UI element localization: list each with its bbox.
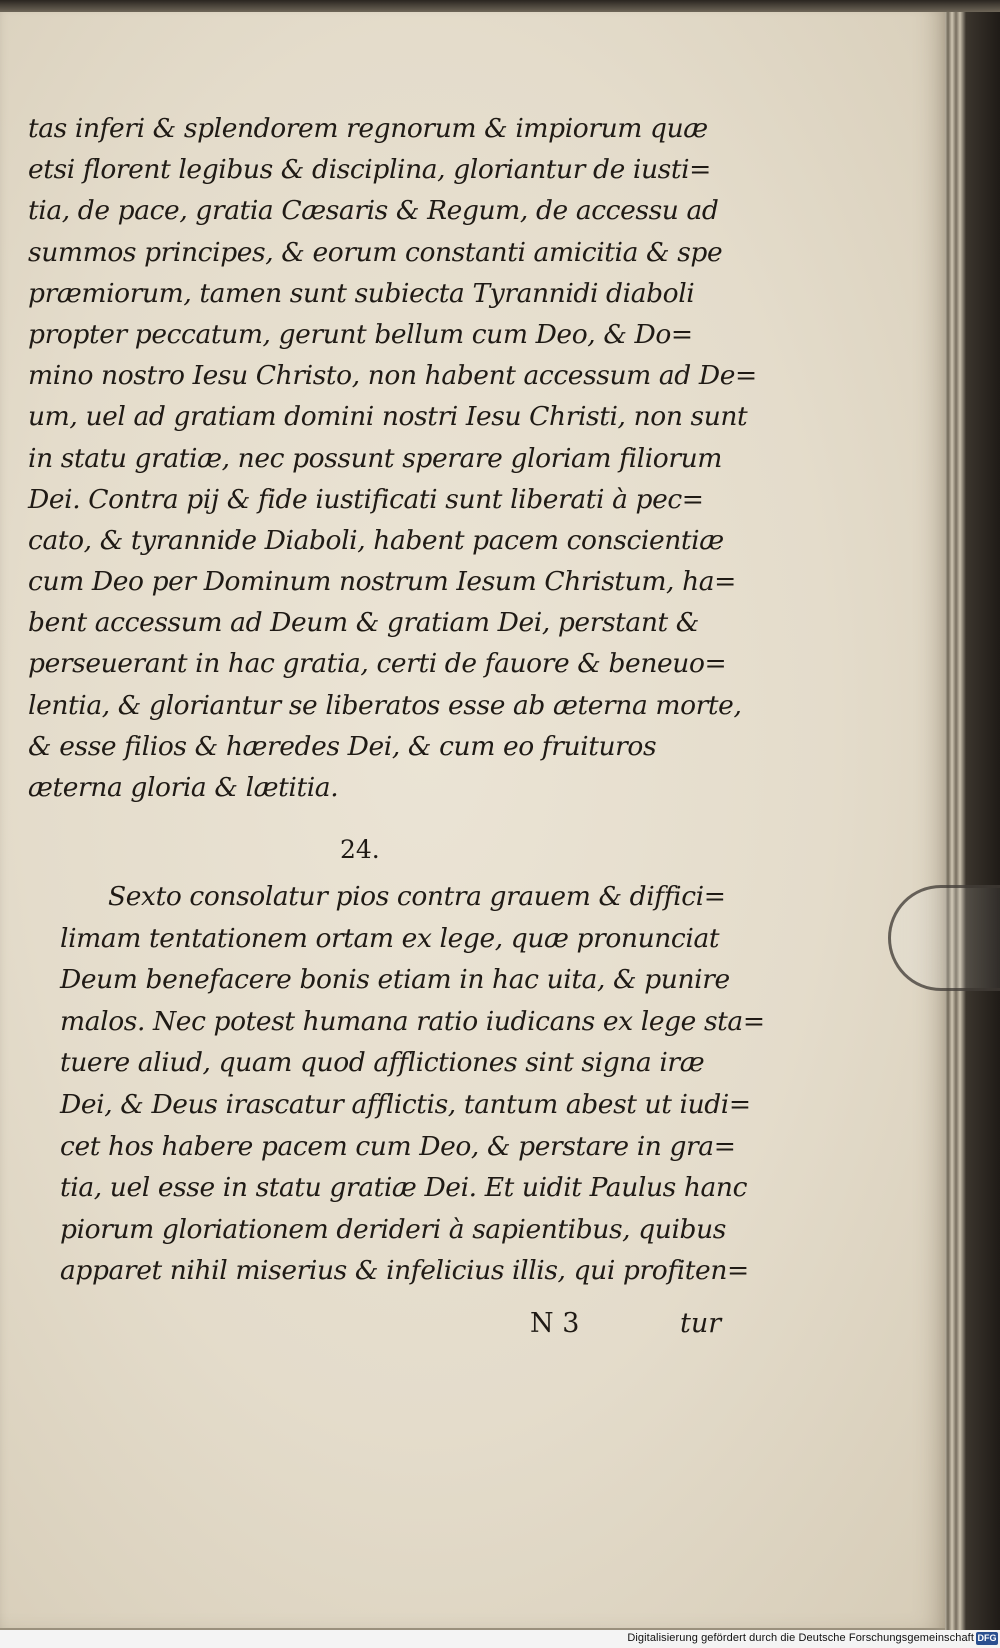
signature-mark: N 3: [530, 1308, 580, 1339]
dfg-logo-icon: DFG: [977, 1633, 997, 1643]
text-line: cet hos habere pacem cum Deo, & perstare in gra=: [60, 1130, 736, 1162]
text-block-upper: [28, 108, 757, 808]
text-line: tia, uel esse in statu gratiæ Dei. Et uidit Paulus hanc: [60, 1172, 748, 1204]
text-line: cum Deo per Dominum nostrum Iesum Christum, ha=: [28, 566, 736, 598]
text-line: Dei, & Deus irascatur afflictis, tantum abest ut iudi=: [60, 1088, 751, 1120]
text-line: præmiorum, tamen sunt subiecta Tyrannidi diaboli: [28, 277, 695, 309]
text-line: Dei. Contra pij & fide iustificati sunt liberati à pec=: [28, 483, 704, 515]
text-line: æterna gloria & lætitia.: [28, 772, 339, 803]
footer-credit: Digitalisierung gefördert durch die Deutsche Forschungsgemeinschaft: [627, 1632, 974, 1644]
text-line: apparet nihil miserius & infelicius illis, qui profiten=: [60, 1255, 749, 1287]
text-line: lentia, & gloriantur se liberatos esse ab æterna morte,: [28, 689, 742, 721]
text-line: Sexto consolatur pios contra grauem & diffici=: [108, 881, 726, 912]
text-line: um, uel ad gratiam domini nostri Iesu Christi, non sunt: [28, 401, 748, 433]
text-line: piorum gloriationem derideri à sapientibus, quibus: [60, 1213, 726, 1245]
text-line: mino nostro Iesu Christo, non habent accessum ad De=: [28, 360, 757, 392]
text-line: perseuerant in hac gratia, certi de fauore & beneuo=: [28, 648, 727, 680]
page-clip-icon: [888, 885, 1000, 991]
text-block-lower: [60, 876, 765, 1292]
text-line: limam tentationem ortam ex lege, quæ pronunciat: [60, 922, 720, 954]
text-line: tia, de pace, gratia Cæsaris & Regum, de accessu ad: [28, 195, 719, 227]
text-line: etsi florent legibus & disciplina, gloriantur de iusti=: [28, 154, 711, 186]
text-line: in statu gratiæ, nec possunt sperare gloriam filiorum: [28, 442, 723, 474]
text-line: cato, & tyrannide Diaboli, habent pacem conscientiæ: [28, 524, 724, 556]
text-line: tas inferi & splendorem regnorum & impiorum quæ: [28, 113, 708, 144]
scan-top-edge: [0, 0, 1000, 12]
text-line: Deum benefacere bonis etiam in hac uita, & punire: [60, 964, 730, 996]
text-line: & esse filios & hæredes Dei, & cum eo fruituros: [28, 730, 657, 762]
section-number: 24.: [340, 835, 380, 864]
text-line: malos. Nec potest humana ratio iudicans ex lege sta=: [60, 1005, 765, 1037]
text-line: summos principes, & eorum constanti amicitia & spe: [28, 236, 723, 268]
catchword: tur: [680, 1308, 722, 1339]
text-line: tuere aliud, quam quod afflictiones sint signa iræ: [60, 1047, 705, 1079]
text-line: propter peccatum, gerunt bellum cum Deo, & Do=: [28, 318, 693, 350]
text-line: bent accessum ad Deum & gratiam Dei, perstant &: [28, 607, 699, 639]
